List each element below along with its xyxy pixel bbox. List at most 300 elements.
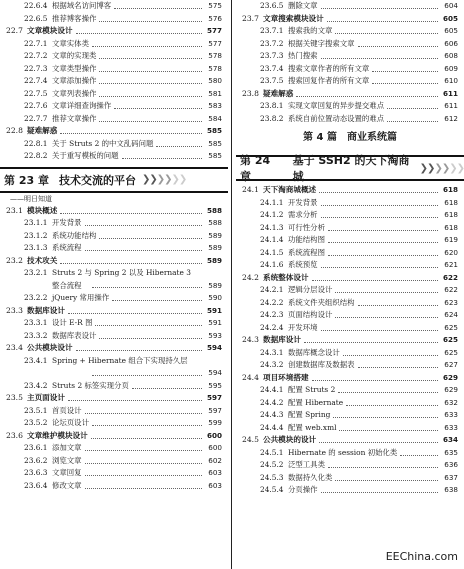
toc-entry[interactable] [236, 397, 464, 410]
page-number: 600 [208, 443, 222, 452]
page-number: 583 [208, 101, 222, 110]
section-title: 系统整体设计 [263, 272, 309, 282]
leader-dots [321, 492, 438, 493]
section-title: 文章维护模块设计 [27, 430, 88, 440]
section-title: 分页操作 [288, 485, 318, 494]
section-title: 文章详细查询操作 [52, 101, 112, 110]
toc-entry[interactable] [236, 63, 464, 76]
toc-entry[interactable] [0, 355, 228, 380]
toc-entry[interactable] [236, 347, 464, 360]
section-title: 需求分析 [288, 210, 318, 219]
page-number: 585 [208, 138, 222, 148]
section-number: 24.2.4 [260, 322, 284, 332]
toc-entry[interactable] [0, 38, 228, 51]
page-number: 605 [444, 26, 458, 35]
toc-entry[interactable] [236, 309, 464, 322]
section-number: 24.4.4 [260, 422, 284, 432]
section-number: 23.6 [6, 430, 23, 440]
page-number: 577 [206, 26, 222, 35]
section-title: 浏览文章 [52, 455, 82, 465]
toc-entry[interactable] [0, 242, 228, 255]
page-number: 576 [208, 13, 222, 23]
toc-entry[interactable] [236, 284, 464, 297]
section-title: 文章添加操作 [52, 76, 97, 85]
leader-dots [99, 96, 202, 97]
section-number: 24.5.3 [260, 472, 284, 482]
leader-dots [68, 313, 202, 314]
leader-dots [372, 83, 438, 84]
section-title: 配置 Hibernate [288, 397, 344, 407]
leader-dots [296, 96, 438, 97]
section-number: 22.7.7 [24, 113, 48, 123]
leader-dots [319, 192, 438, 193]
page-number: 594 [206, 343, 222, 352]
toc-list-right-top [236, 0, 464, 125]
leader-dots [321, 330, 438, 331]
section-number: 24.1.1 [260, 197, 284, 207]
section-title: 数据库概念设计 [288, 347, 340, 357]
page-number: 633 [444, 422, 458, 432]
page-number: 585 [206, 126, 222, 135]
section-number: 23.7 [242, 13, 259, 23]
page-number: 625 [444, 347, 458, 357]
section-title: Spring + Hibernate 组合下实现持久层 [52, 355, 188, 365]
section-number: 22.7.4 [24, 76, 48, 85]
section-number: 22.7 [6, 26, 23, 35]
section-title: 文章模块设计 [27, 26, 73, 35]
leader-dots [304, 342, 438, 343]
page-number: 623 [444, 297, 458, 307]
toc-entry[interactable] [236, 384, 464, 397]
section-number: 24.5.1 [260, 447, 284, 457]
section-number: 24.5 [242, 435, 259, 444]
toc-entry[interactable] [0, 100, 228, 113]
page-number: 610 [444, 76, 458, 85]
page-number: 595 [208, 380, 222, 390]
leader-dots [319, 442, 438, 443]
toc-entry[interactable] [0, 292, 228, 305]
section-number: 22.7.1 [24, 38, 48, 48]
part-heading: 第 4 篇 商业系统篇 [303, 132, 397, 143]
toc-entry[interactable] [236, 409, 464, 422]
toc-entry[interactable] [236, 247, 464, 260]
toc-entry[interactable] [236, 100, 464, 113]
toc-entry[interactable] [0, 150, 228, 163]
toc-entry[interactable] [236, 297, 464, 310]
chapter-title: 基于 SSH2 的天下淘商城 [292, 154, 410, 183]
page-number: 612 [444, 113, 458, 123]
leader-dots [400, 455, 438, 456]
toc-entry[interactable] [0, 0, 228, 13]
leader-dots [328, 255, 438, 256]
toc-list-left-top [0, 0, 228, 163]
toc-entry[interactable] [236, 50, 464, 63]
page-number: 618 [442, 185, 458, 194]
section-number: 23.4.2 [24, 380, 48, 390]
leader-dots [112, 300, 202, 301]
section-number: 22.7.6 [24, 101, 48, 110]
leader-dots [333, 417, 438, 418]
section-number: 24.1 [242, 185, 259, 194]
section-number: 24.4.1 [260, 385, 284, 394]
page-number: 618 [444, 210, 458, 219]
leader-dots [114, 8, 202, 9]
section-title: 推荐文章操作 [52, 113, 97, 123]
leader-dots [60, 263, 202, 264]
toc-entry[interactable] [0, 442, 228, 455]
leader-dots [60, 213, 202, 214]
toc-entry[interactable] [0, 255, 228, 268]
page-number: 580 [208, 76, 222, 85]
section-number: 24.2.2 [260, 297, 284, 307]
section-title: 疑难解惑 [263, 88, 294, 98]
toc-entry[interactable] [236, 447, 464, 460]
section-title: 文章类型操作 [52, 63, 97, 73]
chapter-title: 技术交流的平台 [58, 173, 136, 187]
page-number: 638 [444, 485, 458, 494]
section-title: 配置 web.xml [288, 422, 337, 432]
leader-dots [60, 133, 202, 134]
page-number: 627 [444, 360, 458, 369]
section-number: 24.3 [242, 335, 259, 344]
leader-dots [99, 21, 202, 22]
leader-dots [346, 405, 438, 406]
leader-dots [321, 8, 438, 9]
chapter-number: 第 23 章 [4, 173, 49, 187]
section-number: 23.1.3 [24, 243, 48, 252]
leader-dots [92, 425, 202, 426]
leader-dots [321, 267, 438, 268]
page-number: 591 [206, 305, 222, 315]
section-title: 配置 Struts 2 [288, 385, 336, 394]
toc-entry[interactable] [236, 359, 464, 372]
section-number: 23.2 [6, 255, 23, 265]
section-number: 22.8.1 [24, 138, 48, 148]
leader-dots [99, 71, 202, 72]
toc-entry[interactable] [236, 484, 464, 497]
section-title: 搜索回复作者的所有文章 [288, 76, 370, 85]
section-number: 23.1.1 [24, 218, 48, 227]
section-number: 24.1.5 [260, 247, 284, 257]
section-number: 24.4.3 [260, 410, 284, 419]
page-number: 602 [208, 455, 222, 465]
toc-entry[interactable] [236, 13, 464, 26]
leader-dots [335, 33, 438, 34]
toc-entry[interactable] [236, 422, 464, 435]
section-title: 数据持久化类 [288, 472, 333, 482]
leader-dots [92, 287, 202, 288]
leader-dots [92, 46, 202, 47]
leader-dots [335, 480, 438, 481]
section-title: 论坛页设计 [52, 418, 89, 427]
leader-dots [358, 305, 438, 306]
toc-entry[interactable] [236, 0, 464, 13]
leader-dots [335, 292, 438, 293]
toc-entry[interactable] [0, 405, 228, 418]
section-title: 可行性分析 [288, 222, 325, 232]
page-number: 622 [442, 272, 458, 282]
section-number: 22.7.3 [24, 63, 48, 73]
leader-dots [99, 58, 202, 59]
section-title: 系统文件夹组织结构 [288, 297, 355, 307]
section-title: 文章回复 [52, 468, 82, 477]
section-title: 开发环境 [288, 322, 318, 332]
page-number: 633 [444, 410, 458, 419]
leader-dots [85, 250, 202, 251]
toc-entry[interactable] [236, 184, 464, 197]
page-number: 605 [442, 13, 458, 23]
leader-dots [328, 242, 438, 243]
leader-dots [321, 58, 438, 59]
section-title: 主页面设计 [27, 393, 65, 402]
section-title: 文章搜索模块设计 [263, 13, 324, 23]
section-number: 23.7.3 [260, 51, 284, 60]
section-number: 23.2.1 [24, 268, 48, 277]
section-number: 24.2.3 [260, 310, 284, 319]
toc-entry[interactable] [236, 459, 464, 472]
section-title: 搜索我的文章 [288, 26, 333, 35]
section-title: 配置 Spring [288, 410, 331, 419]
toc-entry[interactable] [0, 63, 228, 76]
section-title: Struts 2 与 Spring 2 以及 Hibernate 3 整合流程 [52, 268, 191, 290]
toc-entry[interactable] [0, 138, 228, 151]
page-number: 581 [208, 88, 222, 98]
toc-entry[interactable] [0, 205, 228, 218]
section-number: 23.1.2 [24, 230, 48, 240]
toc-entry[interactable] [0, 455, 228, 468]
section-number: 22.8.2 [24, 151, 48, 160]
toc-entry[interactable] [236, 322, 464, 335]
section-number: 24.5.4 [260, 485, 284, 494]
toc-entry[interactable] [0, 217, 228, 230]
page-number: 589 [208, 230, 222, 240]
section-number: 22.6.4 [24, 1, 48, 10]
section-title: 根据域名访问博客 [52, 1, 112, 10]
toc-entry[interactable] [236, 272, 464, 285]
section-number: 23.7.4 [260, 63, 284, 73]
leader-dots [85, 463, 202, 464]
page-number: 629 [444, 385, 458, 394]
section-number: 22.7.2 [24, 51, 48, 60]
section-title: 项目环境搭建 [263, 372, 309, 382]
toc-entry[interactable] [0, 267, 228, 292]
section-number: 23.6.3 [24, 468, 48, 477]
section-number: 23.7.2 [260, 38, 284, 48]
toc-entry[interactable] [236, 88, 464, 101]
section-title: 开发背景 [52, 218, 82, 227]
section-number: 24.1.6 [260, 260, 284, 269]
leader-dots [85, 225, 202, 226]
leader-dots [335, 317, 438, 318]
section-title: 技术攻关 [27, 255, 58, 265]
toc-entry[interactable] [0, 330, 228, 343]
page-number: 588 [206, 205, 222, 215]
section-title: 添加文章 [52, 443, 82, 452]
section-title: 热门搜索 [288, 51, 318, 60]
page-number: 585 [208, 151, 222, 160]
chapter-24-header[interactable] [236, 155, 464, 181]
toc-entry[interactable] [0, 392, 228, 405]
leader-dots [95, 325, 202, 326]
page-number: 637 [444, 472, 458, 482]
toc-entry[interactable] [236, 209, 464, 222]
toc-entry[interactable] [0, 480, 228, 493]
toc-entry[interactable] [236, 434, 464, 447]
leader-dots [328, 467, 438, 468]
section-title: 关于重写模板的问题 [52, 151, 119, 160]
leader-dots [387, 108, 438, 109]
leader-dots [358, 367, 438, 368]
leader-dots [339, 430, 438, 431]
toc-entry[interactable] [0, 88, 228, 101]
section-title: 数据库设计 [27, 305, 65, 315]
page-number: 620 [444, 247, 458, 257]
leader-dots [85, 488, 202, 489]
page-number: 625 [442, 335, 458, 344]
page-number: 599 [208, 418, 222, 427]
chapter-number: 第 24 章 [240, 154, 271, 183]
section-number: 24.1.4 [260, 235, 284, 244]
section-number: 22.7.5 [24, 88, 48, 98]
section-number: 23.8.1 [260, 101, 284, 110]
chevron-right-icon: ❯❯❯❯❯❯ [419, 162, 464, 174]
page-number: 634 [442, 435, 458, 444]
toc-entry[interactable] [0, 50, 228, 63]
toc-entry[interactable] [0, 75, 228, 88]
section-number: 22.6.5 [24, 13, 48, 23]
toc-list-right-bottom [236, 184, 464, 497]
section-number: 23.6.4 [24, 480, 48, 490]
page-number: 584 [208, 113, 222, 123]
toc-entry[interactable] [0, 125, 228, 138]
section-title: jQuery 常用操作 [52, 293, 110, 302]
section-title: 实现文章回复的异步提交难点 [288, 101, 385, 110]
leader-dots [372, 71, 438, 72]
section-number: 23.6.1 [24, 443, 48, 452]
section-title: Hibernate 的 session 初始化类 [288, 447, 398, 457]
section-title: 开发背景 [288, 197, 318, 207]
section-title: 数据库表设计 [52, 330, 97, 340]
leader-dots [338, 392, 438, 393]
leader-dots [76, 33, 202, 34]
toc-entry[interactable] [0, 317, 228, 330]
section-number: 23.4.1 [24, 355, 48, 365]
section-title: 文章实体类 [52, 38, 89, 48]
toc-entry[interactable] [0, 25, 228, 38]
leader-dots [327, 21, 438, 22]
section-title: 文章列表操作 [52, 88, 97, 98]
leader-dots [387, 121, 438, 122]
page-number: 611 [442, 88, 458, 98]
section-number: 23.3.2 [24, 330, 48, 340]
toc-entry[interactable] [236, 113, 464, 126]
leader-dots [358, 46, 438, 47]
section-title: 关于 Struts 2 的中文乱码问题 [52, 138, 154, 148]
page-number: 618 [444, 197, 458, 207]
section-number: 24.1.3 [260, 222, 284, 232]
section-number: 24.3.1 [260, 347, 284, 357]
page-number: 629 [442, 372, 458, 382]
page-number: 636 [444, 460, 458, 469]
toc-entry[interactable] [0, 467, 228, 480]
section-number: 23.1 [6, 205, 23, 215]
page-number: 603 [208, 480, 222, 490]
section-number: 23.4 [6, 343, 23, 352]
leader-dots [321, 205, 438, 206]
leader-dots [99, 83, 202, 84]
toc-entry[interactable] [236, 25, 464, 38]
page-number: 625 [444, 322, 458, 332]
section-number: 23.6.2 [24, 455, 48, 465]
section-title: 搜索文章作者的所有文章 [288, 63, 370, 73]
toc-entry[interactable] [0, 380, 228, 393]
section-title: 推荐博客操作 [52, 13, 97, 23]
page-number: 591 [208, 318, 222, 327]
section-number: 22.8 [6, 126, 23, 135]
toc-entry[interactable] [236, 222, 464, 235]
toc-entry[interactable] [236, 472, 464, 485]
toc-entry[interactable] [236, 38, 464, 51]
toc-entry[interactable] [236, 75, 464, 88]
page-number: 577 [208, 38, 222, 48]
leader-dots [114, 108, 202, 109]
page-number: 618 [444, 222, 458, 232]
section-title: 系统功能结构 [52, 230, 97, 240]
leader-dots [312, 280, 438, 281]
chevron-right-icon: ❯❯❯❯❯❯ [141, 174, 187, 185]
toc-entry[interactable] [0, 430, 228, 443]
leader-dots [99, 338, 202, 339]
chapter-23-header[interactable] [0, 167, 228, 193]
toc-entry[interactable] [0, 113, 228, 126]
leader-dots [85, 413, 202, 414]
section-number: 23.7.5 [260, 76, 284, 85]
leader-dots [92, 375, 202, 376]
section-number: 23.5.2 [24, 418, 48, 427]
section-title: 逻辑分层设计 [288, 285, 333, 294]
section-number: 23.5 [6, 393, 23, 402]
leader-dots [85, 450, 202, 451]
toc-list-left-bottom [0, 205, 228, 493]
section-number: 23.8.2 [260, 113, 284, 123]
toc-entry[interactable] [0, 305, 228, 318]
toc-entry[interactable] [0, 417, 228, 430]
section-title: 根据关键字搜索文章 [288, 38, 355, 48]
page-number: 593 [208, 330, 222, 340]
page-number: 624 [444, 310, 458, 319]
leader-dots [91, 438, 202, 439]
toc-entry[interactable] [236, 197, 464, 210]
toc-entry[interactable] [236, 372, 464, 385]
leader-dots [132, 388, 202, 389]
page-number: 609 [444, 63, 458, 73]
toc-entry[interactable] [236, 234, 464, 247]
toc-entry[interactable] [236, 334, 464, 347]
toc-entry[interactable] [236, 259, 464, 272]
section-title: 首页设计 [52, 405, 82, 415]
section-number: 23.3.1 [24, 318, 48, 327]
toc-entry[interactable] [0, 230, 228, 243]
page-number: 621 [444, 260, 458, 269]
toc-entry[interactable] [0, 342, 228, 355]
page-number: 604 [444, 1, 458, 10]
section-title: 删除文章 [288, 1, 318, 10]
section-number: 24.2.1 [260, 285, 284, 294]
section-title: 公共模块的设计 [263, 435, 317, 444]
leader-dots [328, 230, 438, 231]
section-title: 文章的实现类 [52, 51, 97, 60]
toc-entry[interactable] [0, 13, 228, 26]
